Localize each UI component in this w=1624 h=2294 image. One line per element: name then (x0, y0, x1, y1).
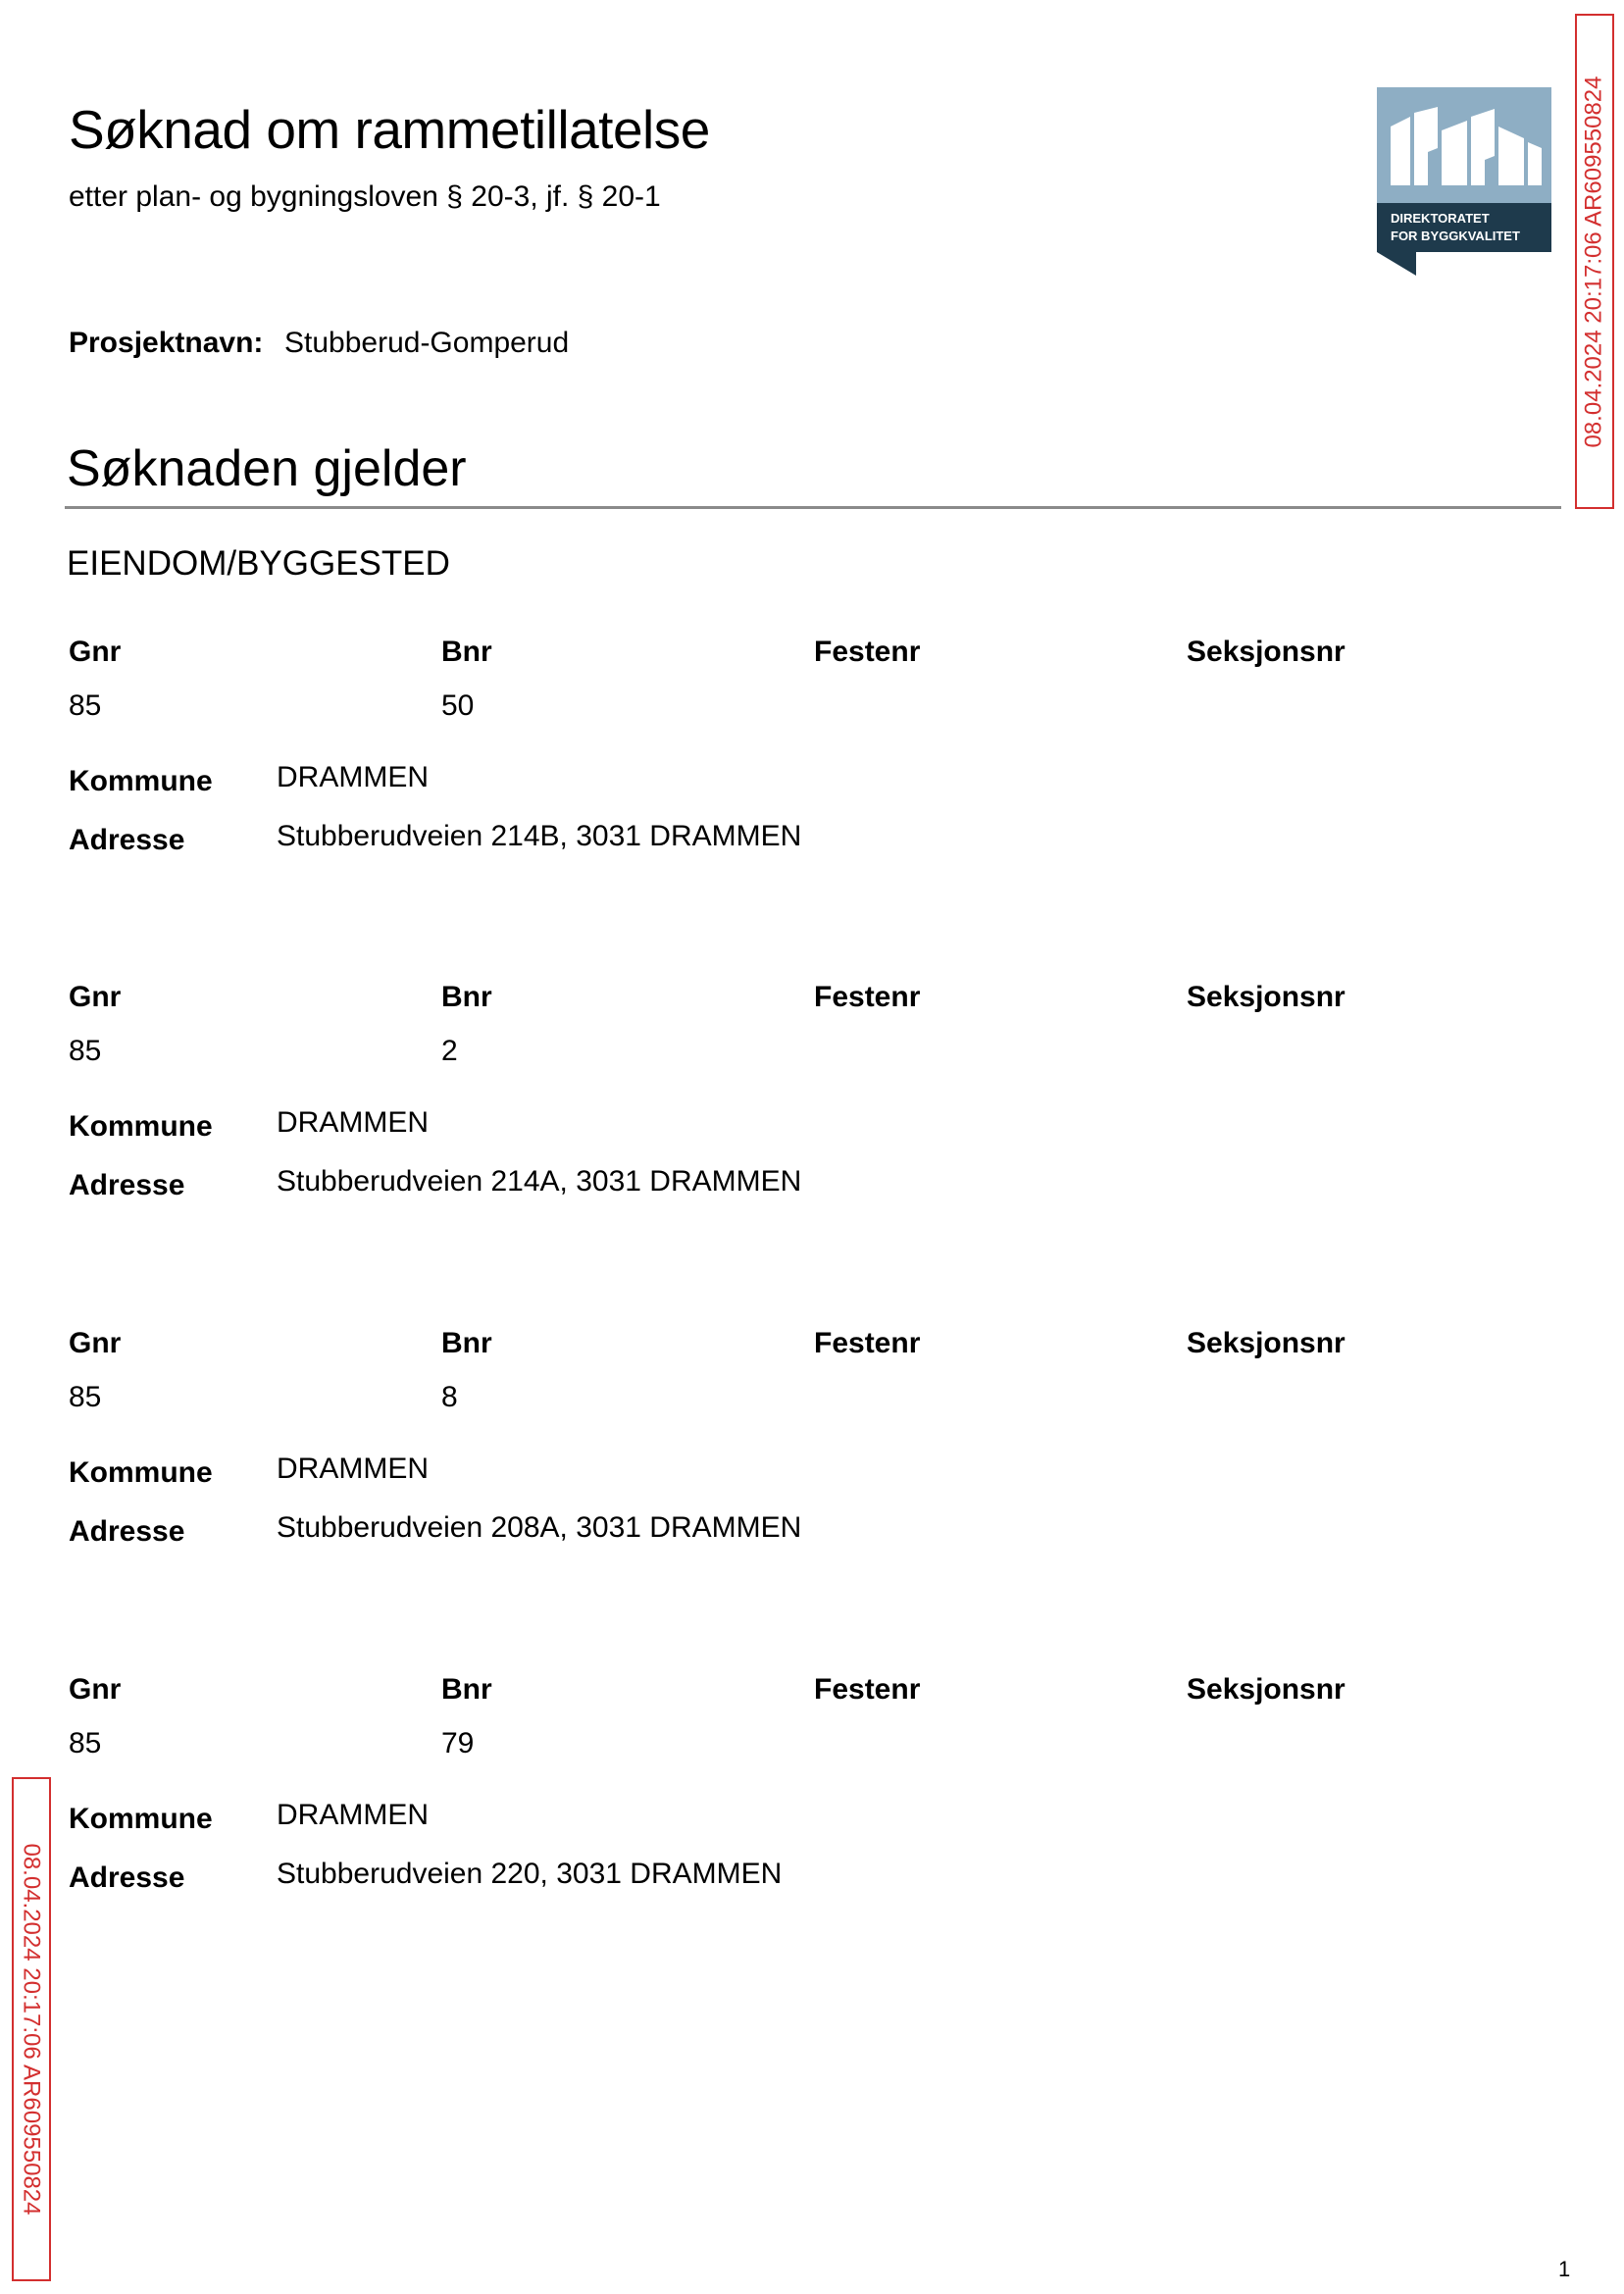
property-block (69, 1327, 1344, 1582)
document-title: Søknad om rammetillatelse (69, 99, 710, 160)
festenr-header: Festenr (814, 636, 921, 668)
subsection-heading: EIENDOM/BYGGESTED (67, 544, 450, 583)
adresse-value: Stubberudveien 208A, 3031 DRAMMEN (277, 1511, 802, 1544)
bnr-value: 79 (441, 1727, 475, 1759)
adresse-value: Stubberudveien 220, 3031 DRAMMEN (277, 1858, 783, 1890)
bnr-header: Bnr (441, 1327, 492, 1359)
seksjonsnr-header: Seksjonsnr (1187, 636, 1345, 668)
seksjonsnr-header: Seksjonsnr (1187, 1673, 1345, 1706)
adresse-label: Adresse (69, 1861, 185, 1894)
bnr-header: Bnr (441, 981, 492, 1013)
page-number: 1 (1558, 2257, 1571, 2281)
svg-text:DIREKTORATET: DIREKTORATET (1391, 211, 1490, 226)
property-block (69, 981, 1344, 1236)
property-block (69, 636, 1344, 891)
svg-text:FOR BYGGKVALITET: FOR BYGGKVALITET (1391, 229, 1520, 243)
stamp-text: 08.04.2024 20:17:06 AR609550824 (19, 1843, 45, 2216)
kommune-label: Kommune (69, 1110, 213, 1143)
festenr-header: Festenr (814, 1673, 921, 1706)
bnr-header: Bnr (441, 636, 492, 668)
bnr-value: 8 (441, 1381, 458, 1413)
bnr-value: 2 (441, 1035, 458, 1067)
kommune-label: Kommune (69, 765, 213, 797)
project-row (69, 327, 569, 360)
gnr-value: 85 (69, 1727, 102, 1759)
adresse-label: Adresse (69, 1169, 185, 1201)
adresse-label: Adresse (69, 1515, 185, 1548)
gnr-header: Gnr (69, 636, 122, 668)
adresse-value: Stubberudveien 214A, 3031 DRAMMEN (277, 1165, 802, 1198)
gnr-header: Gnr (69, 1327, 122, 1359)
kommune-label: Kommune (69, 1456, 213, 1489)
gnr-value: 85 (69, 1381, 102, 1413)
kommune-label: Kommune (69, 1803, 213, 1835)
festenr-header: Festenr (814, 1327, 921, 1359)
kommune-value: DRAMMEN (277, 1799, 429, 1831)
gnr-value: 85 (69, 1035, 102, 1067)
adresse-value: Stubberudveien 214B, 3031 DRAMMEN (277, 820, 802, 852)
gnr-header: Gnr (69, 1673, 122, 1706)
adresse-label: Adresse (69, 824, 185, 856)
stamp-text: 08.04.2024 20:17:06 AR609550824 (1581, 75, 1607, 448)
bnr-header: Bnr (441, 1673, 492, 1706)
kommune-value: DRAMMEN (277, 761, 429, 793)
document-subtitle: etter plan- og bygningsloven § 20-3, jf. § 20-1 (69, 180, 661, 213)
bnr-value: 50 (441, 689, 475, 722)
seksjonsnr-header: Seksjonsnr (1187, 981, 1345, 1013)
kommune-value: DRAMMEN (277, 1453, 429, 1485)
festenr-header: Festenr (814, 981, 921, 1013)
seksjonsnr-header: Seksjonsnr (1187, 1327, 1345, 1359)
section-divider (65, 506, 1561, 509)
timestamp-stamp-top (1575, 14, 1614, 509)
gnr-value: 85 (69, 689, 102, 722)
project-label: Prosjektnavn: (69, 327, 264, 359)
section-heading: Søknaden gjelder (67, 440, 467, 497)
project-value: Stubberud-Gomperud (284, 327, 570, 359)
dibk-logo (1377, 87, 1551, 276)
kommune-value: DRAMMEN (277, 1106, 429, 1139)
timestamp-stamp-bottom (12, 1777, 51, 2281)
gnr-header: Gnr (69, 981, 122, 1013)
property-block (69, 1673, 1344, 1928)
